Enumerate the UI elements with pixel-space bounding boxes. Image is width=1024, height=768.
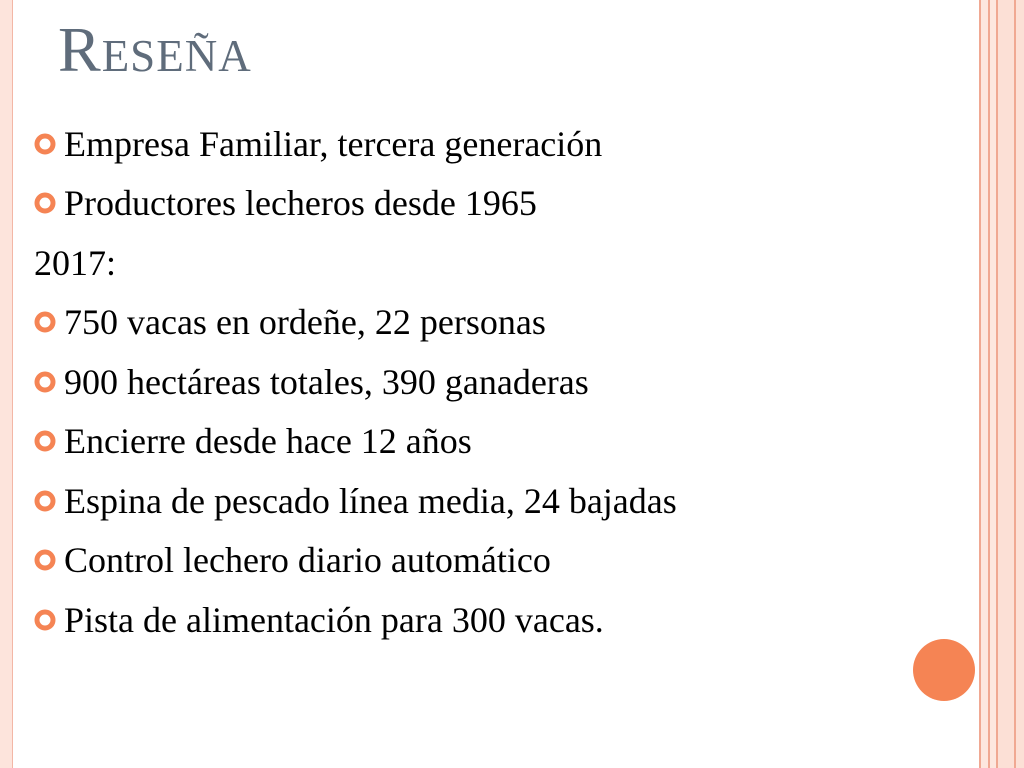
bullet-list	[34, 114, 677, 650]
list-item	[34, 471, 677, 531]
bullet-icon	[34, 430, 64, 452]
list-item-text: 750 vacas en ordeñe, 22 personas	[64, 302, 546, 343]
bullet-icon	[34, 311, 64, 333]
list-item-text: 900 hectáreas totales, 390 ganaderas	[64, 361, 589, 402]
right-border-stripe	[981, 0, 988, 768]
list-item	[34, 531, 677, 591]
decorative-circle	[913, 639, 975, 701]
list-item	[34, 114, 677, 174]
list-item-text: Espina de pescado línea media, 24 bajadas	[64, 480, 677, 521]
list-item-text: Productores lecheros desde 1965	[64, 183, 537, 224]
bullet-icon	[34, 609, 64, 631]
list-item-text: Encierre desde hace 12 años	[64, 421, 472, 462]
right-border-stripe	[998, 0, 1024, 768]
bullet-icon	[34, 133, 64, 155]
list-item	[34, 174, 677, 234]
bullet-icon	[34, 549, 64, 571]
list-item	[34, 233, 677, 293]
list-item	[34, 352, 677, 412]
list-item	[34, 590, 677, 650]
bullet-icon	[34, 371, 64, 393]
bullet-icon	[34, 192, 64, 214]
slide-title: Reseña	[58, 14, 252, 85]
list-item-text: Pista de alimentación para 300 vacas.	[64, 599, 604, 640]
bullet-icon	[34, 490, 64, 512]
right-border-line	[1014, 0, 1016, 768]
list-item	[34, 293, 677, 353]
left-border-stripe	[0, 0, 12, 768]
list-item-text: 2017:	[34, 242, 117, 283]
list-item-text: Control lechero diario automático	[64, 540, 551, 581]
list-item-text: Empresa Familiar, tercera generación	[64, 123, 603, 164]
list-item	[34, 412, 677, 472]
